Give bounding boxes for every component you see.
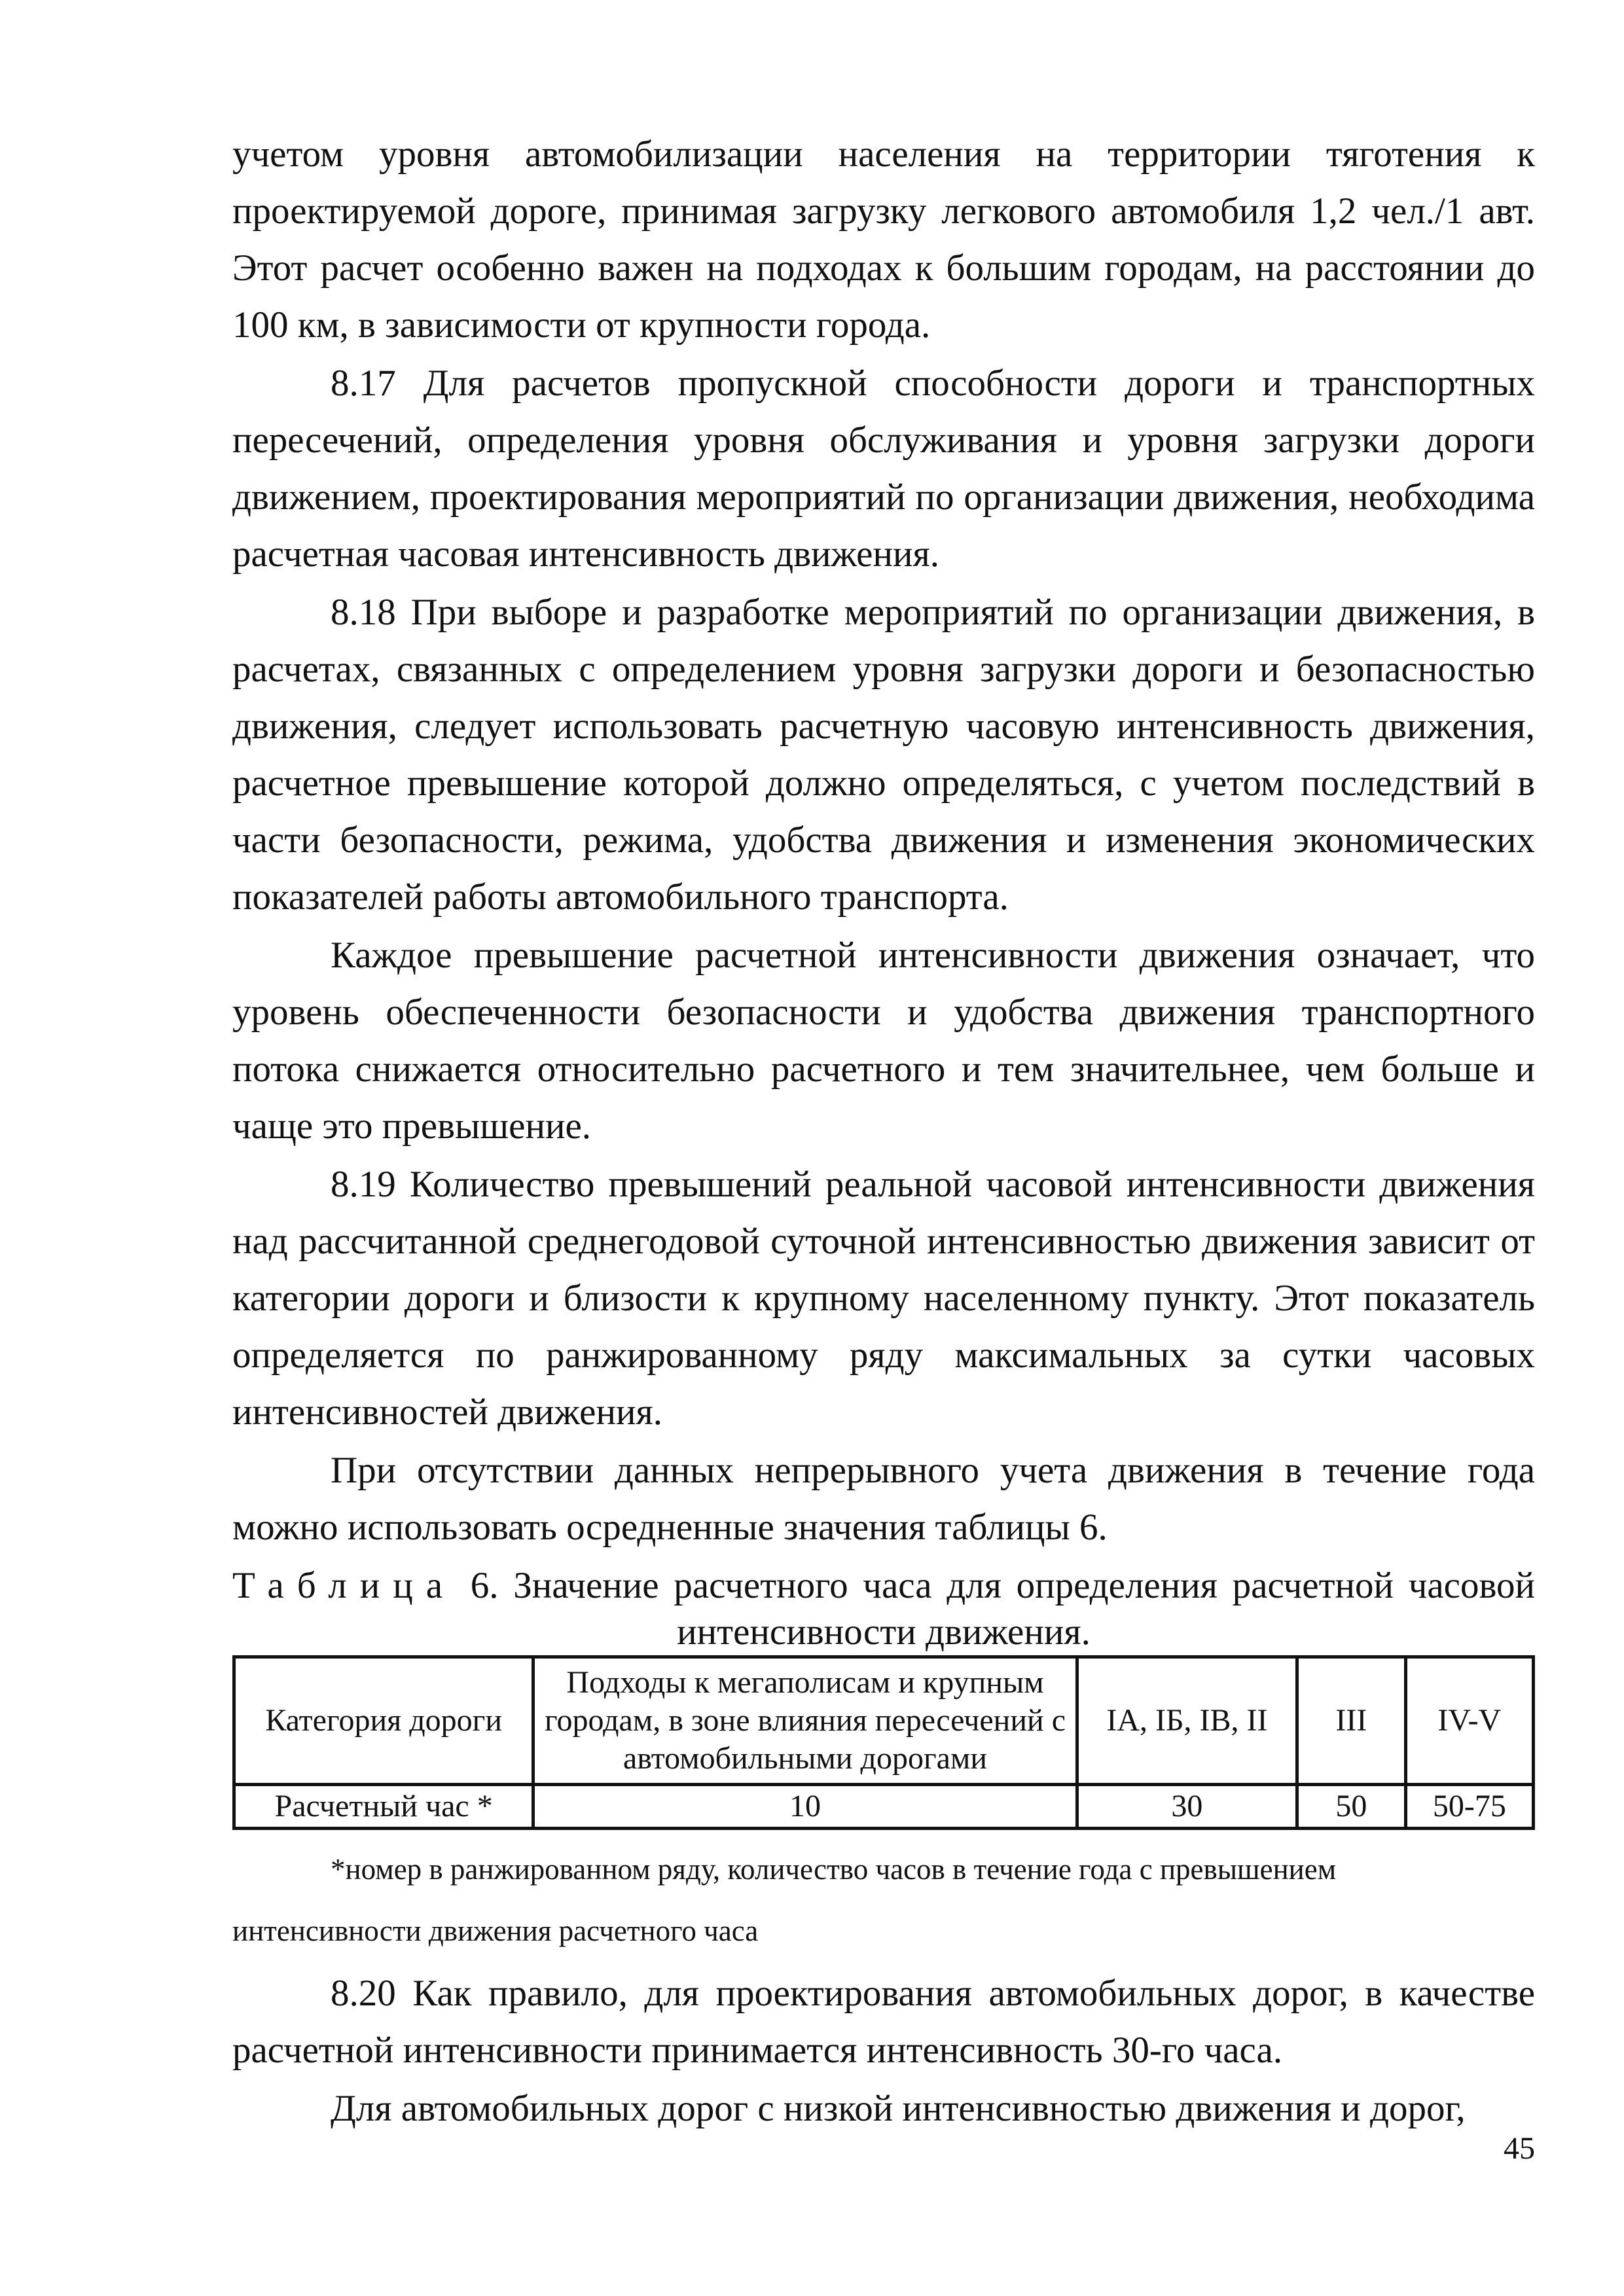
header-cell: Категория дороги xyxy=(234,1657,533,1785)
footnote-line-1: *номер в ранжированном ряду, количество часов в течение года с превышением xyxy=(331,1853,1337,1886)
header-cell: Подходы к мегаполисам и крупным городам, в зоне влияния пересечений с автомобильными дорогами xyxy=(533,1657,1077,1785)
header-cell: IA, IБ, IB, II xyxy=(1077,1657,1297,1785)
paragraph-8-20: 8.20 Как правило, для проектирования автомобильных дорог, в качестве расчетной интенсивности принимается интенсивность 30-го часа. xyxy=(232,1973,1535,2071)
table-cell: 50-75 xyxy=(1405,1785,1533,1829)
header-cell: III xyxy=(1297,1657,1406,1785)
table-cell: 10 xyxy=(533,1785,1077,1829)
table-row xyxy=(234,1785,1534,1829)
paragraph-8-17: 8.17 Для расчетов пропускной способности дороги и транспортных пересечений, определения уровня обслуживания и уровня загрузки дороги движением, проектирования мероприятий по организации движения, необходима расчетная часовая интенсивность движения. xyxy=(232,363,1535,575)
paragraph-continuation: учетом уровня автомобилизации населения на территории тяготения к проектируемой дороге, принимая загрузку легкового автомобиля 1,2 чел./1 авт. Этот расчет особенно важен на подходах к большим городам, на расстоянии до 100 км, в зависимости от крупности города. xyxy=(232,134,1535,346)
page-number: 45 xyxy=(1504,2131,1535,2166)
paragraph-exceedance: Каждое превышение расчетной интенсивности движения означает, что уровень обеспеченности безопасности и удобства движения транспортного потока снижается относительно расчетного и тем значительнее, чем больше и чаще это превышение. xyxy=(232,935,1535,1147)
footnote-line-2: интенсивности движения расчетного часа xyxy=(232,1914,759,1947)
paragraph-8-19: 8.19 Количество превышений реальной часовой интенсивности движения над рассчитанной среднегодовой суточной интенсивностью движения зависит от категории дороги и близости к крупному населенному пункту. Этот показатель определяется по ранжированному ряду максимальных за сутки часовых интенсивностей движения. xyxy=(232,1164,1535,1433)
paragraph-low-intensity: Для автомобильных дорог с низкой интенсивностью движения и дорог, xyxy=(331,2088,1466,2129)
table-caption xyxy=(232,1560,1535,1653)
table-caption-label: Таблица xyxy=(232,1565,456,1606)
table-header-row xyxy=(234,1657,1534,1785)
design-hour-table xyxy=(232,1655,1535,1830)
table-cell: Расчетный час * xyxy=(234,1785,533,1829)
paragraph-no-data: При отсутствии данных непрерывного учета движения в течение года можно использовать осредненные значения таблицы 6. xyxy=(232,1450,1535,1548)
table-caption-text-2: интенсивности движения. xyxy=(677,1611,1091,1653)
table-cell: 50 xyxy=(1297,1785,1406,1829)
table-caption-number: 6. xyxy=(470,1565,499,1606)
document-page xyxy=(232,126,1535,2137)
table-caption-text: Значение расчетного часа для определения расчетной часовой xyxy=(513,1565,1536,1606)
header-cell: IV-V xyxy=(1405,1657,1533,1785)
table-cell: 30 xyxy=(1077,1785,1297,1829)
paragraph-8-18: 8.18 При выборе и разработке мероприятий по организации движения, в расчетах, связанных с определением уровня загрузки дороги и безопасностью движения, следует использовать расчетную часовую интенсивность движения, расчетное превышение которой должно определяться, с учетом последствий в части безопасности, режима, удобства движения и изменения экономических показателей работы автомобильного транспорта. xyxy=(232,592,1535,918)
